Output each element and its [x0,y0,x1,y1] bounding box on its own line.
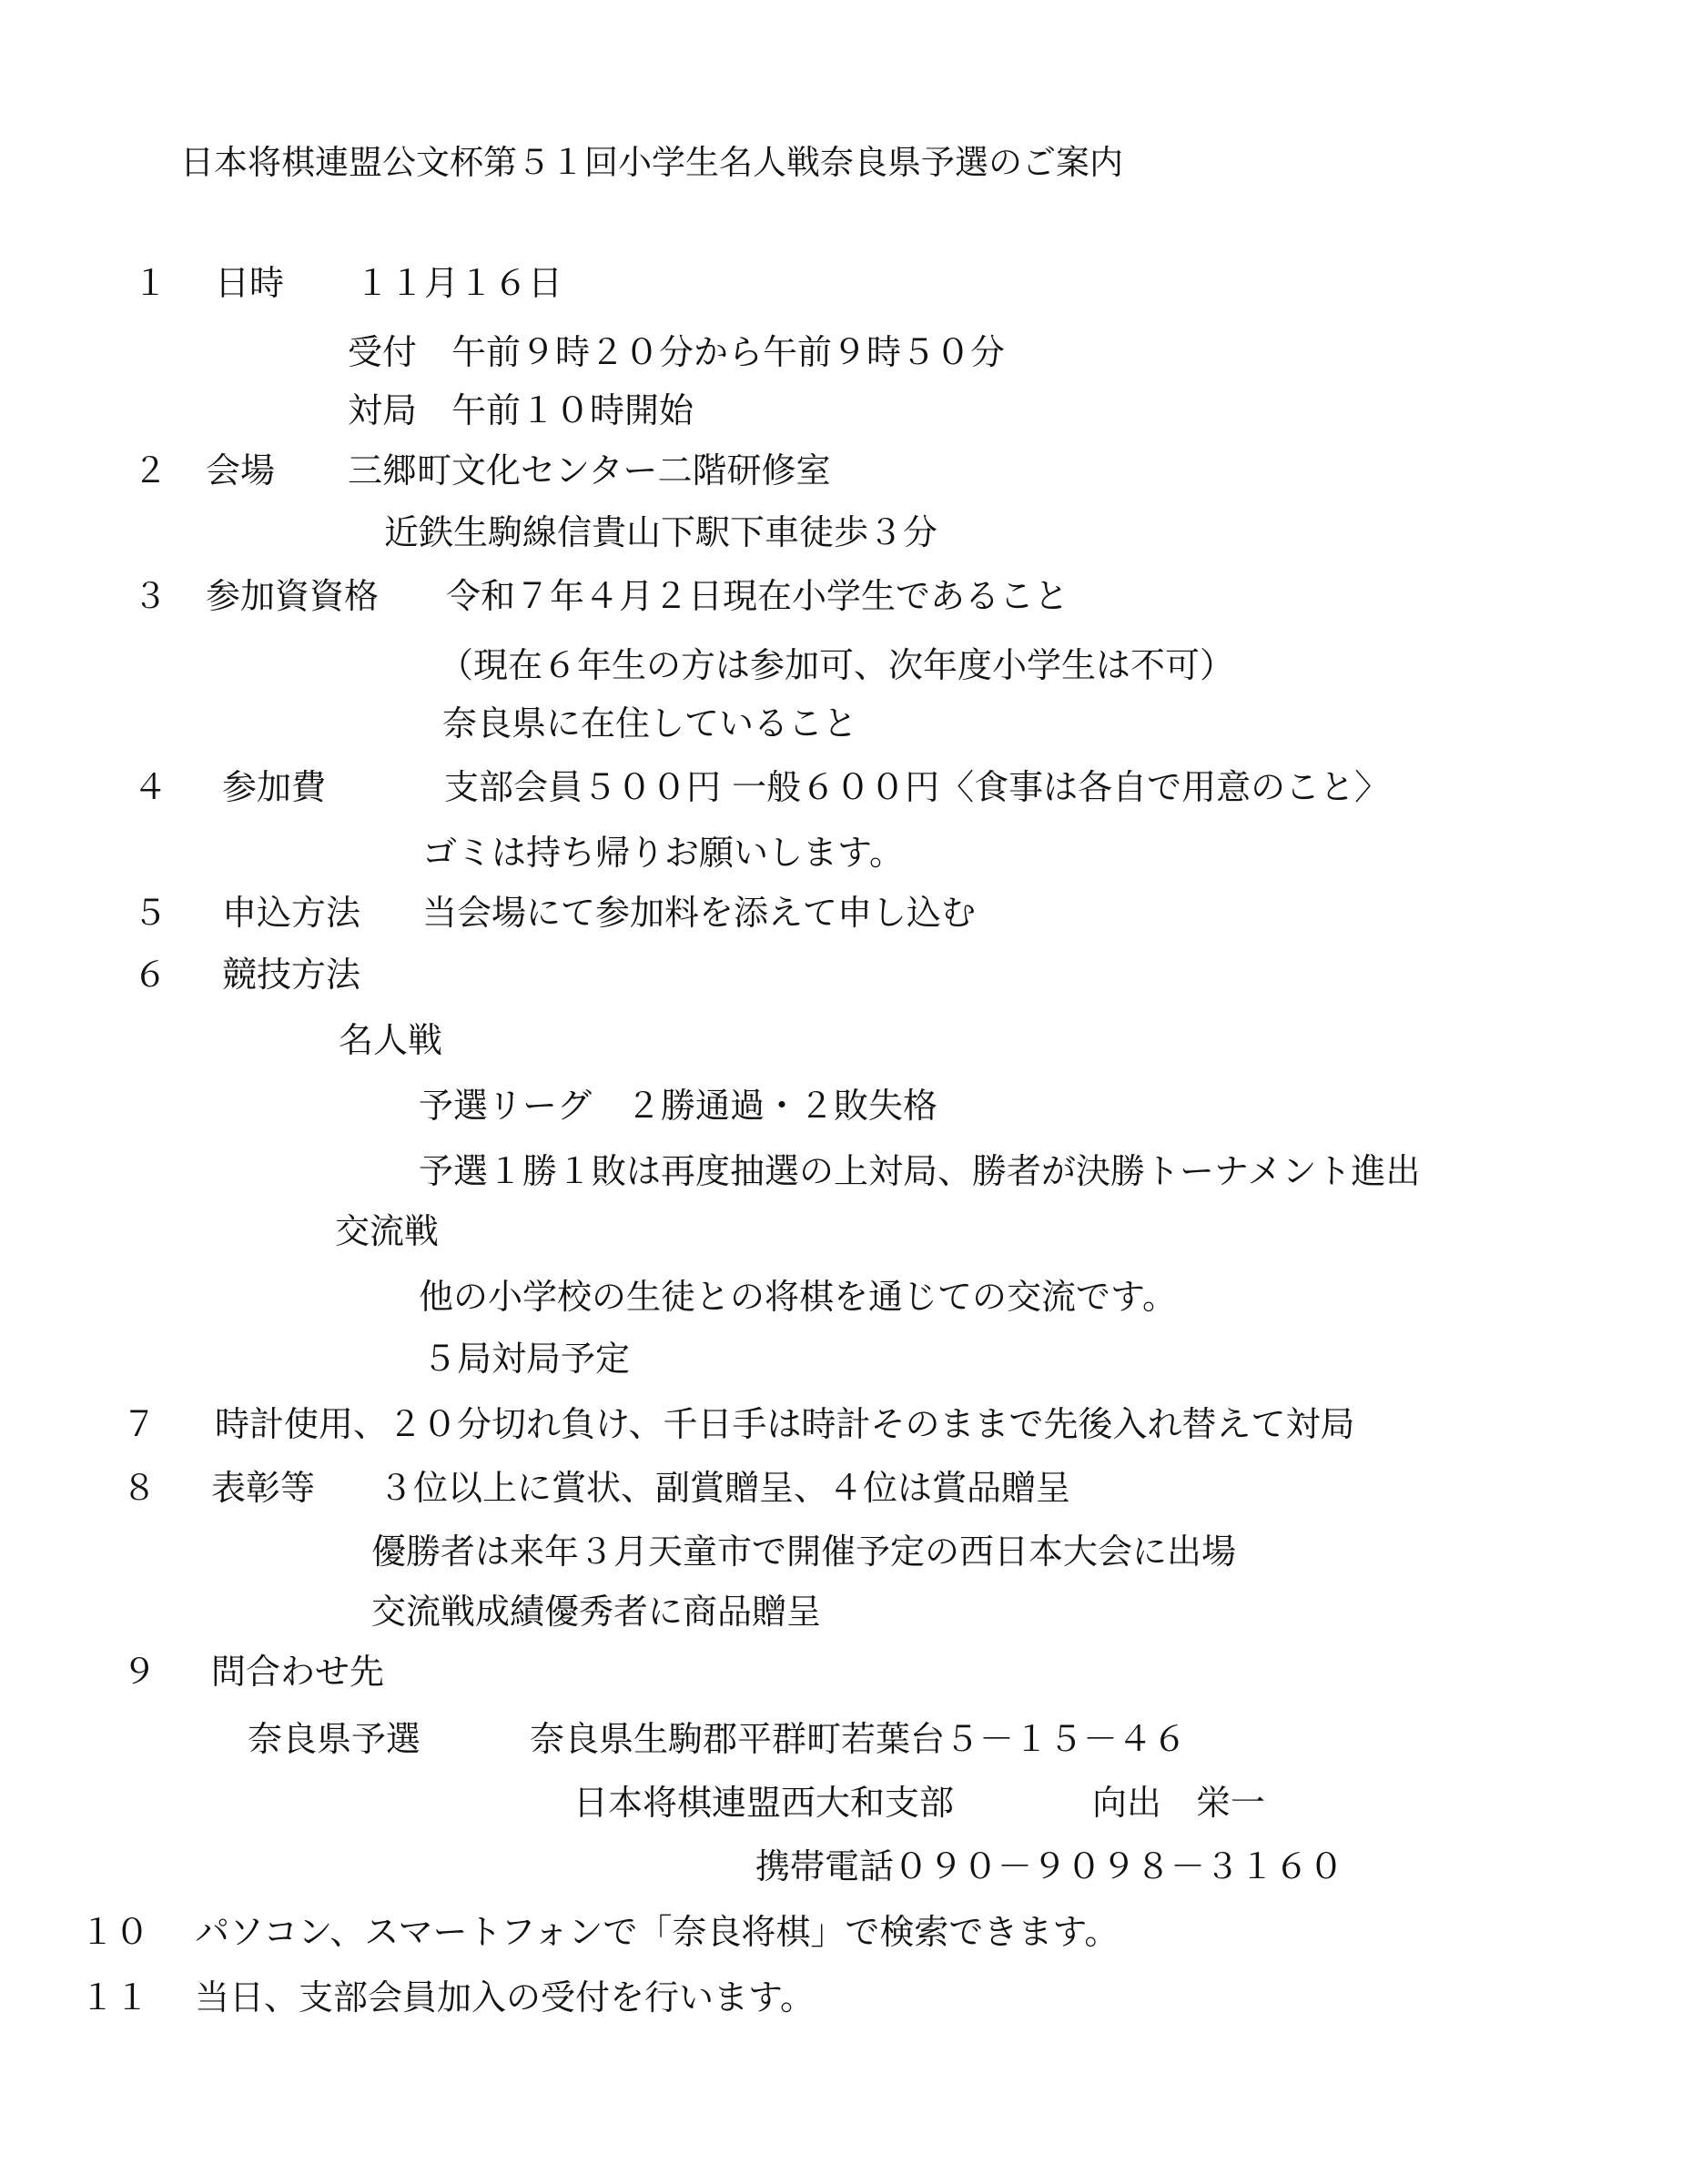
item-6-line-6: ５局対局予定 [422,1339,631,1379]
item-11-line-1: 当日、支部会員加入の受付を行います。 [195,1977,815,2017]
item-8-label: 表彰等 [211,1468,316,1508]
item-6-subhead-koryusen: 交流戦 [335,1211,440,1251]
item-9-organization: 日本将棋連盟西大和支部 [573,1783,955,1823]
item-8-line-1: ３位以上に賞状、副賞贈呈、４位は賞品贈呈 [379,1468,1071,1508]
item-3-line-3: 奈良県に在住していること [442,703,858,743]
item-9-number: ９ [122,1652,157,1692]
item-4-number: ４ [133,767,168,807]
item-4-label: 参加費 [222,767,327,807]
item-1-number: １ [133,263,168,303]
item-7-number: ７ [122,1404,157,1444]
item-2-number: ２ [133,450,168,490]
item-3-label: 参加資資格 [206,576,380,616]
item-8-line-3: 交流戦成績優秀者に商品贈呈 [371,1592,822,1632]
item-8-line-2: 優勝者は来年３月天童市で開催予定の西日本大会に出場 [371,1532,1237,1572]
item-9-line-1: 奈良県予選 [248,1719,421,1759]
item-9-phone: 携帯電話０９０－９０９８－３１６０ [755,1846,1344,1886]
item-4-line-1: 支部会員５００円 一般６００円〈食事は各自で用意のこと〉 [444,767,1390,807]
item-1-line-2: 受付 午前９時２０分から午前９時５０分 [348,332,1006,372]
item-6-subhead-meijinsen: 名人戦 [339,1020,443,1060]
item-3-line-1: 令和７年４月２日現在小学生であること [446,576,1069,616]
item-5-number: ５ [133,893,168,933]
item-6-label: 競技方法 [222,955,361,995]
item-7-line-1: 時計使用、２０分切れ負け、千日手は時計そのままで先後入れ替えて対局 [215,1404,1355,1444]
item-10-line-1: パソコン、スマートフォンで「奈良将棋」で検索できます。 [195,1912,1120,1952]
item-10-number: １０ [80,1912,150,1952]
item-2-label: 会場 [206,450,276,490]
item-5-line-1: 当会場にて参加料を添えて申し込む [422,893,977,933]
item-8-number: ８ [122,1468,157,1508]
document-title: 日本将棋連盟公文杯第５１回小学生名人戦奈良県予選のご案内 [180,143,1123,182]
item-9-contact-person: 向出 栄一 [1092,1783,1266,1823]
item-1-line-3: 対局 午前１０時開始 [348,390,694,430]
item-2-line-2: 近鉄生駒線信貴山下駅下車徒歩３分 [384,512,938,552]
item-6-line-2: 予選リーグ ２勝通過・２敗失格 [419,1086,938,1126]
item-6-line-3: 予選１勝１敗は再度抽選の上対局、勝者が決勝トーナメント進出 [419,1151,1421,1191]
item-1-label: 日時 [215,263,285,303]
item-9-label: 問合わせ先 [211,1652,385,1692]
item-4-line-2: ゴミは持ち帰りお願いします。 [422,833,904,873]
item-5-label: 申込方法 [222,893,361,933]
item-6-line-5: 他の小学校の生徒との将棋を通じての交流です。 [419,1277,1177,1317]
item-1-line-1: １１月１６日 [355,263,563,303]
item-3-line-2: （現在６年生の方は参加可、次年度小学生は不可） [439,645,1235,685]
item-9-address: 奈良県生駒郡平群町若葉台５－１５－４６ [530,1719,1188,1759]
item-11-number: １１ [80,1977,150,2017]
item-2-line-1: 三郷町文化センター二階研修室 [348,450,831,490]
item-3-number: ３ [133,576,168,616]
item-6-number: ６ [133,955,168,995]
